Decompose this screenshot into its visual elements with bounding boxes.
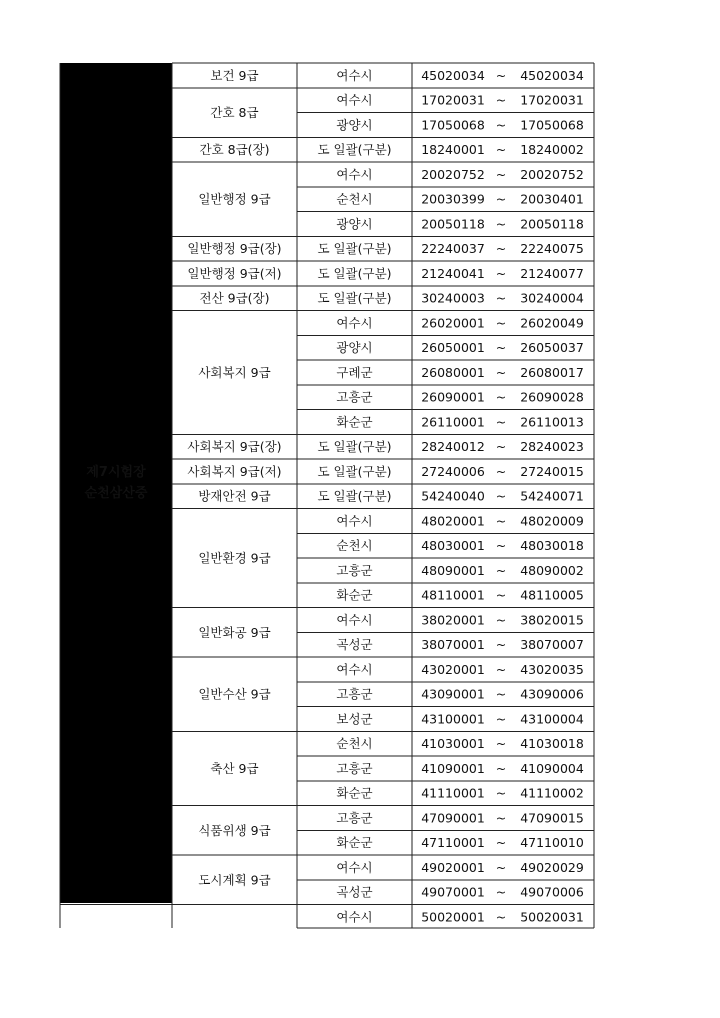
region-cell: 도 일괄(구분) [317,290,392,306]
range-start-cell: 38070001 [421,637,485,653]
range-end-cell: 43090006 [520,686,584,702]
subject-cell: 일반화공 9급 [198,624,271,640]
range-tilde: ~ [495,488,507,504]
range-start-cell: 47110001 [421,835,485,851]
range-end-cell: 17020031 [520,92,584,108]
range-end-cell: 41090004 [520,760,584,776]
range-start-cell: 26090001 [421,389,485,405]
region-cell: 화순군 [336,835,373,851]
range-end-cell: 28240023 [520,439,584,455]
range-end-cell: 41110002 [520,785,584,801]
subject-cell: 방재안전 9급 [198,488,271,504]
region-cell: 고흥군 [336,686,373,702]
range-tilde: ~ [495,810,507,826]
range-start-cell: 48030001 [421,538,485,554]
range-end-cell: 20050118 [520,216,584,232]
range-start-cell: 26020001 [421,315,485,331]
range-start-cell: 17050068 [421,117,485,133]
region-cell: 순천시 [336,191,373,207]
subject-cell: 도시계획 9급 [198,872,271,888]
range-start-cell: 20020752 [421,166,485,182]
subject-cell: 일반행정 9급(장) [187,241,282,257]
region-cell: 여수시 [336,92,373,108]
subject-cell: 일반행정 9급 [198,191,271,207]
range-tilde: ~ [495,166,507,182]
region-cell: 여수시 [336,612,373,628]
range-end-cell: 47110010 [520,835,584,851]
range-tilde: ~ [495,414,507,430]
range-end-cell: 43020035 [520,661,584,677]
range-end-cell: 45020034 [520,67,584,83]
range-tilde: ~ [495,265,507,281]
subject-cell: 식품위생 9급 [198,822,271,838]
range-tilde: ~ [495,241,507,257]
region-cell: 고흥군 [336,760,373,776]
range-end-cell: 26020049 [520,315,584,331]
region-cell: 여수시 [336,909,373,925]
region-cell: 여수시 [336,661,373,677]
region-cell: 순천시 [336,736,373,752]
region-cell: 여수시 [336,315,373,331]
range-start-cell: 49020001 [421,859,485,875]
range-tilde: ~ [495,760,507,776]
site-cell [60,63,172,903]
subject-cell: 일반수산 9급 [198,686,271,702]
range-tilde: ~ [495,637,507,653]
range-tilde: ~ [495,686,507,702]
range-start-cell: 54240040 [421,488,485,504]
range-tilde: ~ [495,439,507,455]
range-tilde: ~ [495,909,507,925]
range-end-cell: 27240015 [520,463,584,479]
range-start-cell: 49070001 [421,884,485,900]
range-end-cell: 43100004 [520,711,584,727]
region-cell: 화순군 [336,587,373,603]
range-end-cell: 20030401 [520,191,584,207]
region-cell: 화순군 [336,414,373,430]
region-cell: 광양시 [336,340,373,356]
range-tilde: ~ [495,835,507,851]
range-tilde: ~ [495,859,507,875]
range-tilde: ~ [495,538,507,554]
range-start-cell: 21240041 [421,265,485,281]
region-cell: 곡성군 [336,884,373,900]
region-cell: 도 일괄(구분) [317,488,392,504]
region-cell: 곡성군 [336,637,373,653]
range-tilde: ~ [495,315,507,331]
region-cell: 고흥군 [336,389,373,405]
range-start-cell: 43090001 [421,686,485,702]
region-cell: 구례군 [336,364,373,380]
range-tilde: ~ [495,785,507,801]
region-cell: 여수시 [336,513,373,529]
range-tilde: ~ [495,711,507,727]
region-cell: 도 일괄(구분) [317,241,392,257]
range-end-cell: 47090015 [520,810,584,826]
range-start-cell: 43100001 [421,711,485,727]
range-end-cell: 22240075 [520,241,584,257]
range-tilde: ~ [495,290,507,306]
range-start-cell: 41030001 [421,736,485,752]
region-cell: 여수시 [336,67,373,83]
range-tilde: ~ [495,562,507,578]
range-end-cell: 48020009 [520,513,584,529]
range-end-cell: 49020029 [520,859,584,875]
region-cell: 고흥군 [336,562,373,578]
range-tilde: ~ [495,661,507,677]
region-cell: 광양시 [336,117,373,133]
range-start-cell: 20030399 [421,191,485,207]
range-start-cell: 50020001 [421,909,485,925]
range-start-cell: 48110001 [421,587,485,603]
range-end-cell: 26090028 [520,389,584,405]
range-start-cell: 41090001 [421,760,485,776]
region-cell: 도 일괄(구분) [317,463,392,479]
subject-cell: 사회복지 9급(장) [187,439,282,455]
region-cell: 여수시 [336,859,373,875]
range-tilde: ~ [495,513,507,529]
range-start-cell: 18240001 [421,142,485,158]
range-tilde: ~ [495,364,507,380]
subject-cell: 일반행정 9급(저) [187,265,282,281]
range-end-cell: 30240004 [520,290,584,306]
range-end-cell: 26050037 [520,340,584,356]
subject-cell: 일반환경 9급 [198,550,271,566]
subject-cell: 사회복지 9급 [198,364,271,380]
region-cell: 도 일괄(구분) [317,439,392,455]
subject-cell: 간호 8급 [210,105,259,120]
range-end-cell: 18240002 [520,142,584,158]
range-tilde: ~ [495,612,507,628]
range-start-cell: 27240006 [421,463,485,479]
range-start-cell: 43020001 [421,661,485,677]
range-end-cell: 17050068 [520,117,584,133]
range-tilde: ~ [495,587,507,603]
range-start-cell: 26110001 [421,414,485,430]
region-cell: 도 일괄(구분) [317,142,392,158]
range-end-cell: 49070006 [520,884,584,900]
range-tilde: ~ [495,884,507,900]
range-end-cell: 54240071 [520,488,584,504]
subject-cell: 간호 8급(장) [199,142,270,158]
range-end-cell: 41030018 [520,736,584,752]
range-tilde: ~ [495,463,507,479]
range-tilde: ~ [495,216,507,232]
subject-cell: 전산 9급(장) [199,290,270,306]
range-tilde: ~ [495,736,507,752]
subject-cell: 사회복지 9급(저) [187,463,282,479]
site-name-line2: 순천삼산중 [84,486,148,501]
region-cell: 도 일괄(구분) [317,265,392,281]
region-cell: 여수시 [336,166,373,182]
range-end-cell: 26110013 [520,414,584,430]
range-start-cell: 22240037 [421,241,485,257]
range-start-cell: 26080001 [421,364,485,380]
range-start-cell: 28240012 [421,439,485,455]
range-tilde: ~ [495,117,507,133]
range-tilde: ~ [495,142,507,158]
subject-cell: 축산 9급 [210,760,259,776]
range-end-cell: 38020015 [520,612,584,628]
range-end-cell: 26080017 [520,364,584,380]
range-tilde: ~ [495,191,507,207]
region-cell: 고흥군 [336,810,373,826]
range-tilde: ~ [495,340,507,356]
range-start-cell: 48020001 [421,513,485,529]
range-end-cell: 21240077 [520,265,584,281]
range-start-cell: 17020031 [421,92,485,108]
range-start-cell: 47090001 [421,810,485,826]
range-start-cell: 48090001 [421,562,485,578]
range-start-cell: 20050118 [421,216,485,232]
range-start-cell: 41110001 [421,785,485,801]
region-cell: 화순군 [336,785,373,801]
range-tilde: ~ [495,67,507,83]
range-start-cell: 45020034 [421,67,485,83]
range-start-cell: 38020001 [421,612,485,628]
region-cell: 광양시 [336,216,373,232]
range-end-cell: 48030018 [520,538,584,554]
region-cell: 보성군 [336,711,373,727]
range-tilde: ~ [495,389,507,405]
range-start-cell: 30240003 [421,290,485,306]
site-name-line1: 제7시험장 [86,465,146,480]
region-cell: 순천시 [336,538,373,554]
subject-cell: 보건 9급 [210,67,259,83]
range-end-cell: 20020752 [520,166,584,182]
range-end-cell: 48090002 [520,562,584,578]
range-end-cell: 50020031 [520,909,584,925]
range-end-cell: 48110005 [520,587,584,603]
range-tilde: ~ [495,92,507,108]
range-end-cell: 38070007 [520,637,584,653]
range-start-cell: 26050001 [421,340,485,356]
